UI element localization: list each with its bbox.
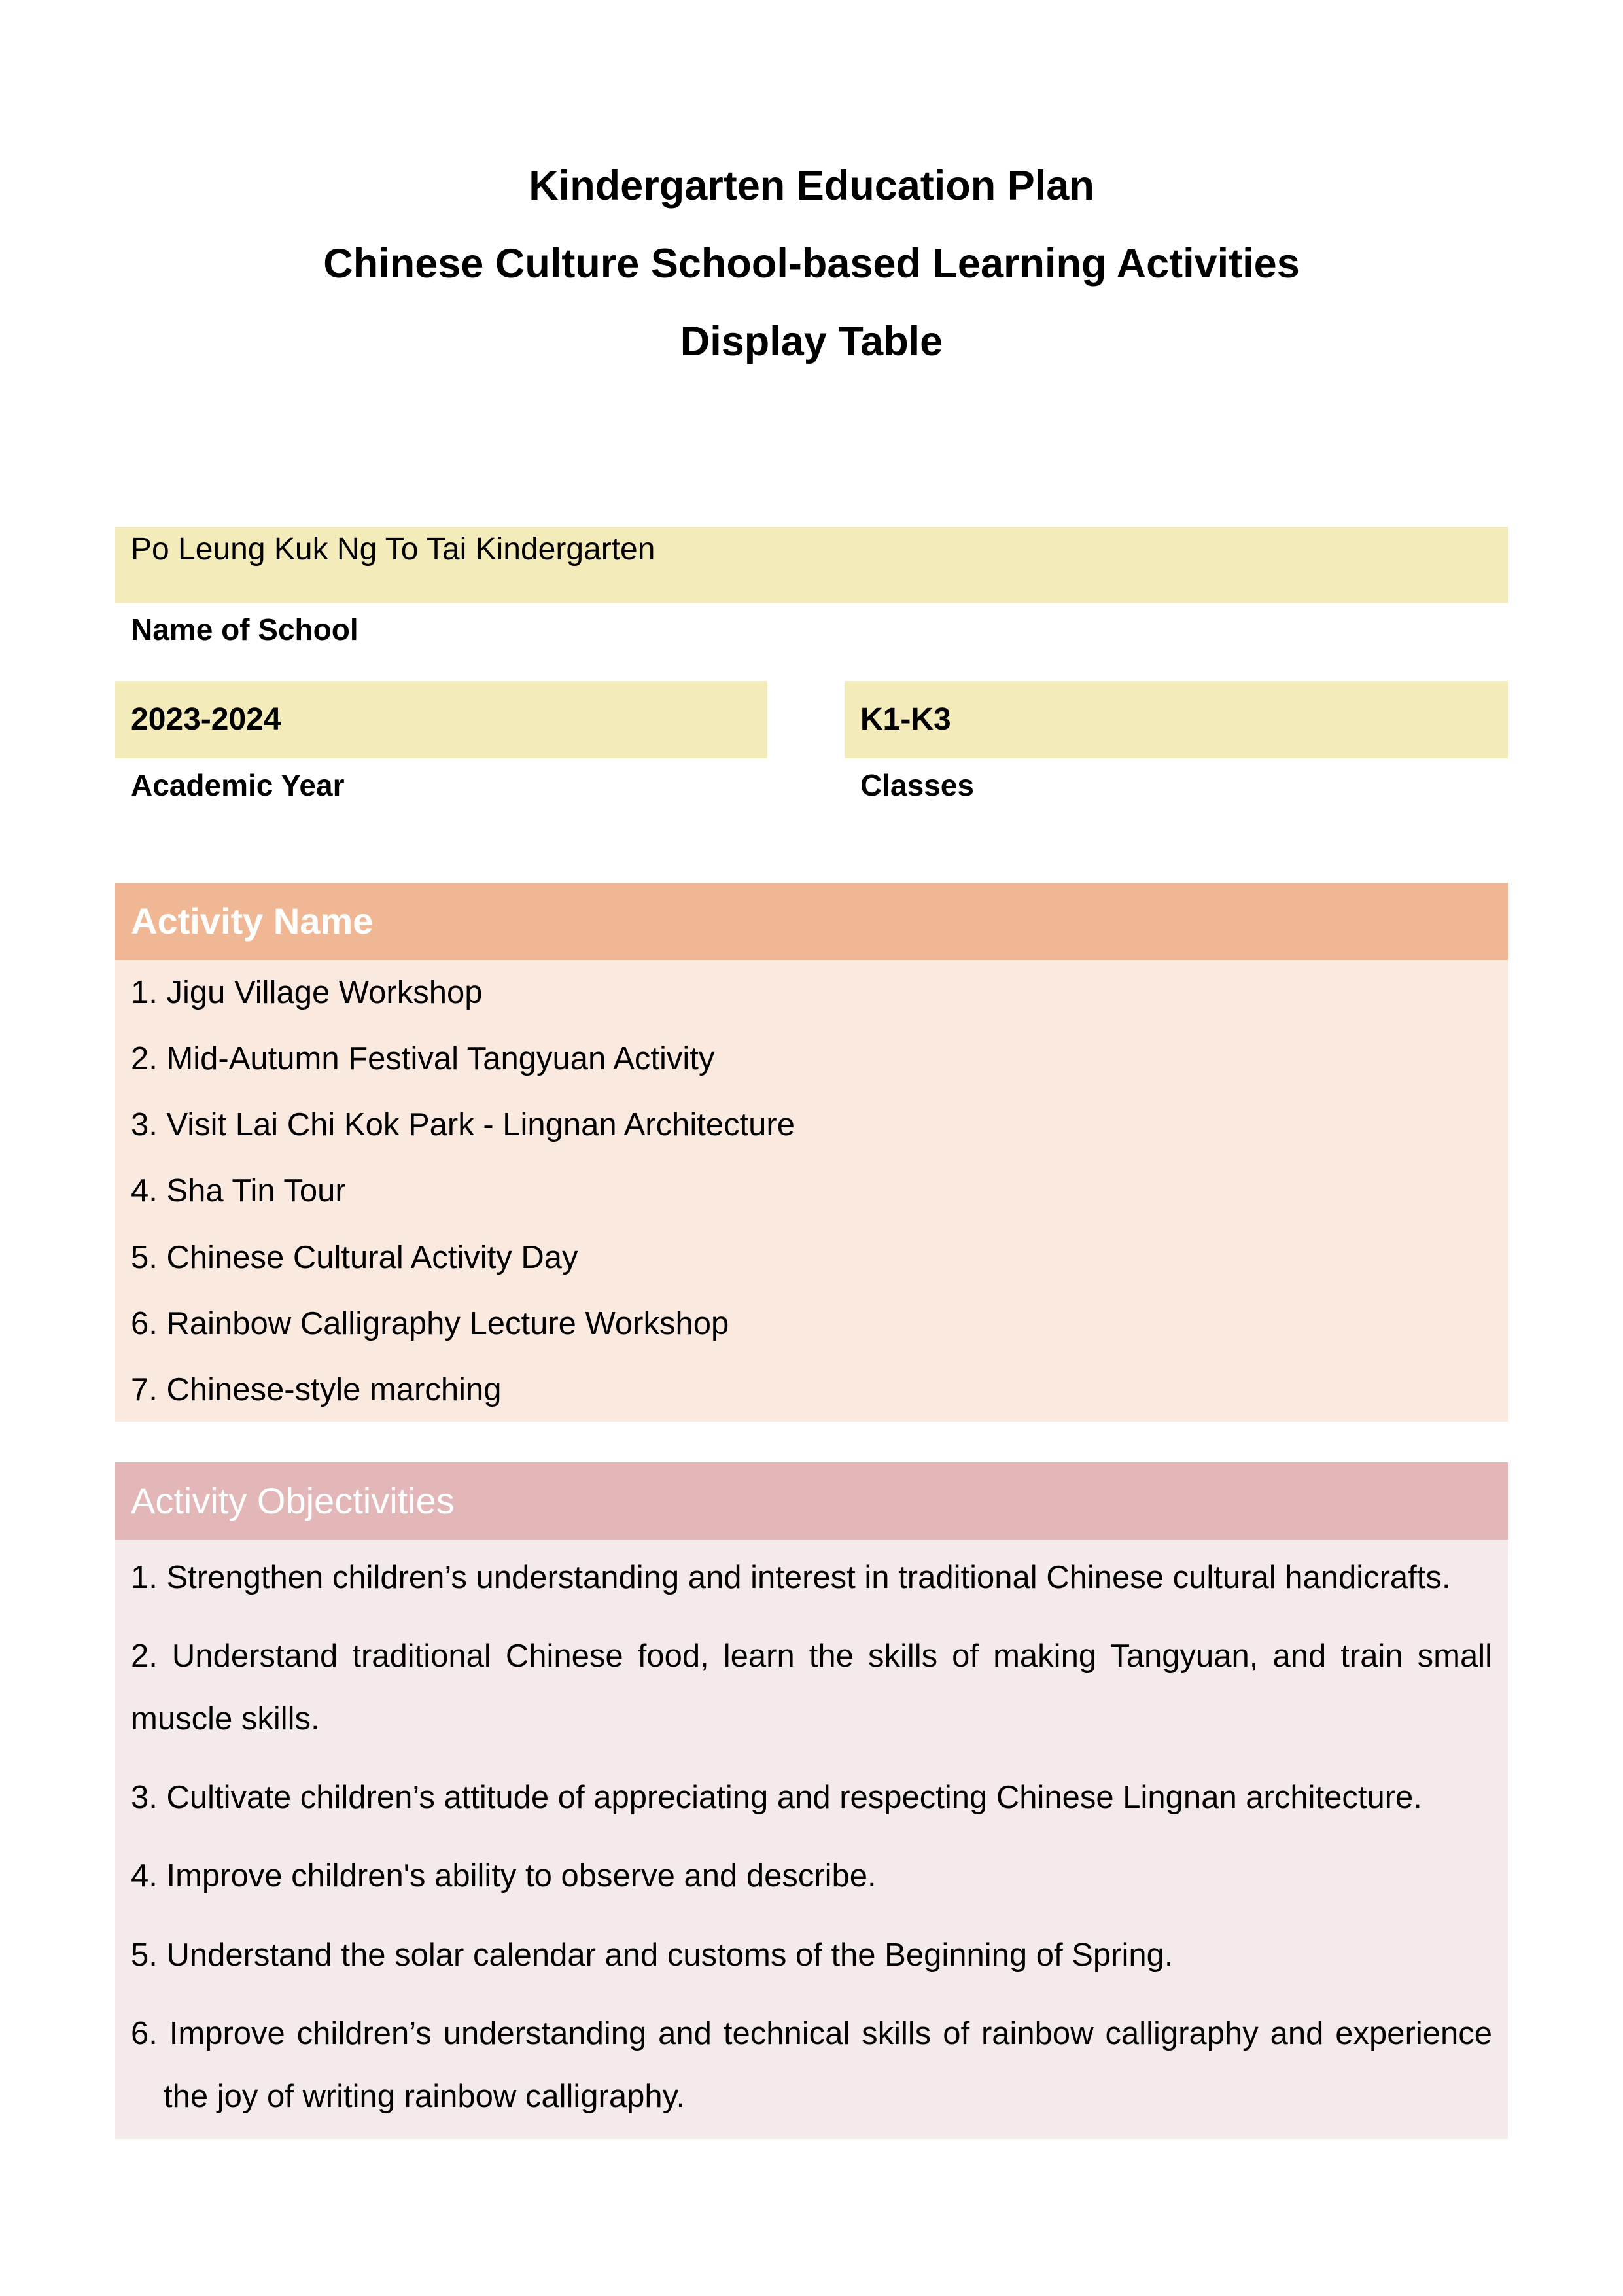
school-name-field bbox=[115, 527, 1508, 603]
list-item: 1. Jigu Village Workshop bbox=[131, 975, 483, 1010]
academic-year-value: 2023-2024 bbox=[131, 702, 281, 737]
list-item: 5. Chinese Cultural Activity Day bbox=[131, 1240, 578, 1275]
academic-year-label: Academic Year bbox=[131, 768, 345, 802]
activity-objectives-list bbox=[115, 1540, 1508, 2139]
title-line-1: Kindergarten Education Plan bbox=[529, 163, 1094, 209]
classes-value: K1-K3 bbox=[860, 702, 951, 737]
classes-label: Classes bbox=[860, 768, 974, 802]
list-item: 6. Rainbow Calligraphy Lecture Workshop bbox=[131, 1306, 729, 1341]
activity-objectives-header bbox=[115, 1462, 1508, 1540]
list-item: 6. Improve children’s understanding and technical skills of rainbow calligraphy and experience the joy of writing rainbow calligraphy. bbox=[131, 2016, 1492, 2114]
activity-objectives-header-label: Activity Objectivities bbox=[131, 1480, 455, 1521]
page-title bbox=[0, 147, 1623, 381]
list-item: 7. Chinese-style marching bbox=[131, 1372, 502, 1407]
activity-name-header-label: Activity Name bbox=[131, 900, 374, 942]
list-item: 3. Visit Lai Chi Kok Park - Lingnan Architecture bbox=[131, 1107, 795, 1142]
list-item: 1. Strengthen children’s understanding and interest in traditional Chinese cultural handicrafts. bbox=[131, 1560, 1451, 1595]
title-line-2: Chinese Culture School-based Learning Activities bbox=[323, 241, 1300, 287]
classes-field bbox=[845, 681, 1508, 758]
activity-name-header bbox=[115, 883, 1508, 960]
list-item: 2. Understand traditional Chinese food, learn the skills of making Tangyuan, and train small muscle skills. bbox=[131, 1638, 1492, 1737]
school-name-value: Po Leung Kuk Ng To Tai Kindergarten bbox=[131, 532, 655, 567]
school-name-label: Name of School bbox=[131, 612, 358, 646]
list-item: 4. Sha Tin Tour bbox=[131, 1173, 346, 1209]
list-item: 2. Mid-Autumn Festival Tangyuan Activity bbox=[131, 1041, 715, 1076]
activity-name-list bbox=[115, 960, 1508, 1422]
academic-year-field bbox=[115, 681, 767, 758]
list-item: 5. Understand the solar calendar and customs of the Beginning of Spring. bbox=[131, 1937, 1174, 1973]
list-item: 4. Improve children's ability to observe and describe. bbox=[131, 1858, 877, 1894]
list-item: 3. Cultivate children’s attitude of appreciating and respecting Chinese Lingnan architecture. bbox=[131, 1780, 1422, 1815]
title-line-3: Display Table bbox=[680, 319, 943, 364]
